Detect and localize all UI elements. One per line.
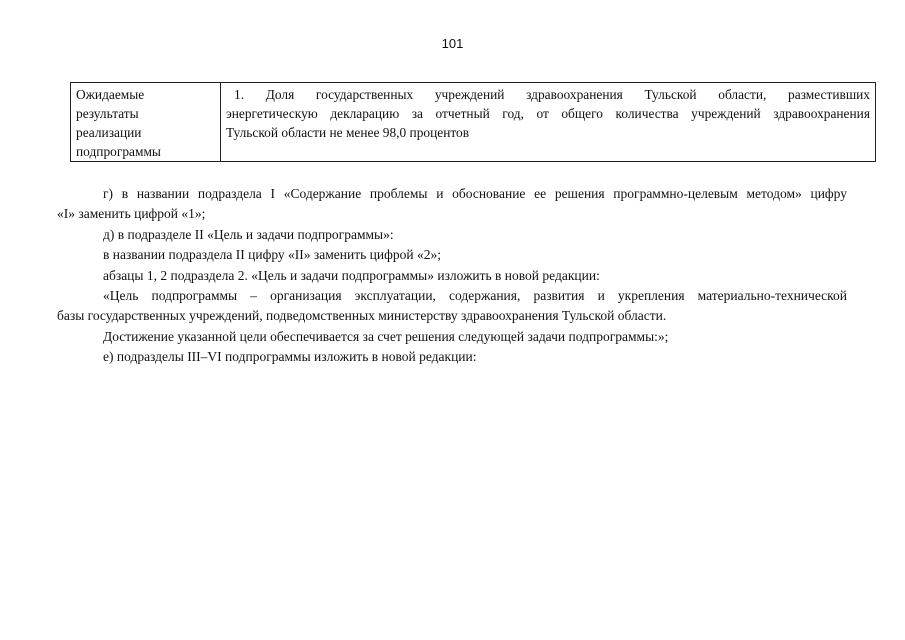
document-body: [57, 184, 847, 368]
paragraph-goal-line-1: «Цель подпрограммы – организация эксплуатации, содержания, развития и укрепления материально-технической: [103, 288, 847, 304]
expected-results-table: [70, 82, 876, 162]
table-content-cell: [221, 83, 876, 162]
label-line: результаты: [76, 106, 139, 121]
label-line: реализации: [76, 125, 142, 140]
content-line: энергетическую декларацию за отчетный год, от общего количества учреждений здравоохранения: [226, 106, 870, 121]
label-line: Ожидаемые: [76, 87, 145, 102]
content-line: Тульской области не менее 98,0 процентов: [226, 125, 470, 140]
paragraph-goal-line-2: базы государственных учреждений, подведомственных министерству здравоохранения Тульской области.: [57, 308, 667, 324]
content-line: 1. Доля государственных учреждений здравоохранения Тульской области, разместивших: [234, 87, 870, 102]
paragraph-abzatsy: абзацы 1, 2 подраздела 2. «Цель и задачи подпрограммы» изложить в новой редакции:: [103, 267, 600, 283]
paragraph-achievement: Достижение указанной цели обеспечивается за счет решения следующей задачи подпрограммы:»;: [103, 328, 669, 344]
table-row: [71, 83, 876, 162]
page-number: 101: [441, 36, 464, 51]
table-label-cell: [71, 83, 221, 162]
paragraph-name-change: в названии подраздела II цифру «II» заменить цифрой «2»;: [103, 247, 441, 263]
label-line: подпрограммы: [76, 144, 161, 159]
paragraph-d: д) в подразделе II «Цель и задачи подпрограммы»:: [103, 226, 394, 242]
paragraph-e: е) подразделы III–VI подпрограммы изложить в новой редакции:: [103, 349, 477, 365]
paragraph-g-line-1: г) в названии подраздела I «Содержание проблемы и обоснование ее решения программно-целевым методом» цифру: [103, 186, 847, 201]
paragraph-g-line-2: «I» заменить цифрой «1»;: [57, 206, 206, 222]
